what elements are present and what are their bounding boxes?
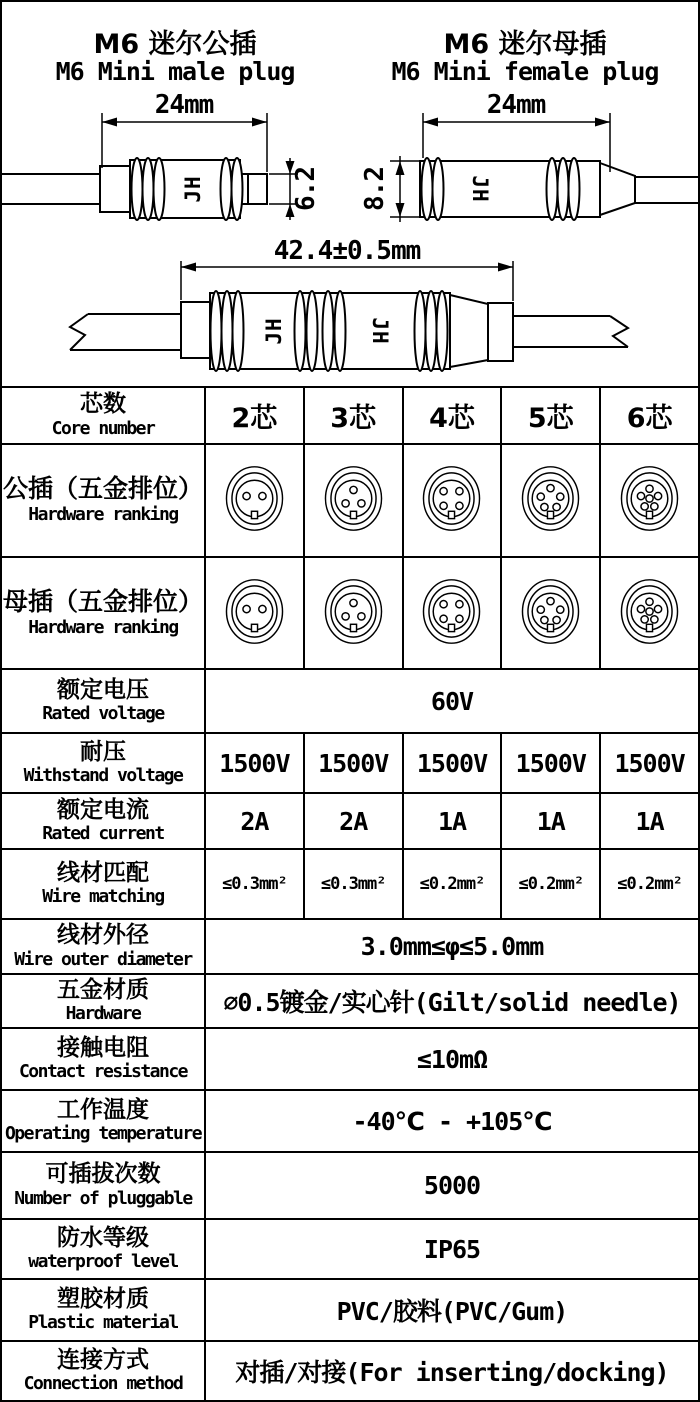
row-label-en: Connection method [23,1373,183,1395]
row-label-cn: 公插（五金排位） [2,474,203,504]
table-row-core-number [1,387,699,444]
female-width-dimension: 24mm [486,90,546,120]
col-header-2core: 2芯 [205,387,304,444]
female-connector-face-3pin [323,578,384,645]
technical-drawings [0,0,700,390]
male-height-dimension: 6.2 [291,167,321,211]
rated-current-value: 2A [205,793,304,849]
row-label-en: Hardware ranking [28,616,178,638]
col-header-4core: 4芯 [403,387,502,444]
row-label-cn: 塑胶材质 [57,1285,149,1312]
table-row-wire-matching [1,849,699,919]
row-label-en: Withstand voltage [23,765,183,787]
row-label-cn: 防水等级 [57,1224,149,1251]
row-label-cn: 额定电流 [57,796,149,823]
row-label-en: Hardware [65,1003,141,1025]
row-label-cn: 连接方式 [57,1346,149,1373]
row-label-cn: 额定电压 [57,676,149,703]
pluggable-times-value: 5000 [205,1152,699,1219]
table-row-hardware-material [1,974,699,1028]
table-row-plastic-material [1,1279,699,1341]
rated-current-value: 1A [600,793,699,849]
row-label-en: waterproof level [28,1251,178,1273]
row-label-en: Core number [51,417,155,439]
spec-table [0,386,700,1402]
row-label-cn: 接触电阻 [57,1034,149,1061]
male-plug-title-en: M6 Mini male plug [55,57,295,86]
rated-current-value: 1A [403,793,502,849]
rated-current-value: 2A [304,793,403,849]
female-connector-face-5pin [520,578,581,645]
female-height-dimension: 8.2 [360,167,390,211]
wire-matching-value: ≤0.3mm² [304,849,403,919]
male-connector-face-3pin [323,465,384,532]
plastic-material-value: PVC/胶料(PVC/Gum) [205,1279,699,1341]
table-row-pluggable-times [1,1152,699,1219]
table-row-withstand-voltage [1,733,699,793]
female-connector-face-2pin [224,578,285,645]
table-row-rated-current [1,793,699,849]
wire-matching-value: ≤0.2mm² [600,849,699,919]
male-connector-face-6pin [619,465,680,532]
table-row-wire-outer-diameter [1,919,699,974]
rated-current-value: 1A [501,793,600,849]
wire-matching-value: ≤0.2mm² [501,849,600,919]
withstand-voltage-value: 1500V [501,733,600,793]
table-row-contact-resistance [1,1028,699,1090]
row-label-cn: 母插（五金排位） [2,586,203,616]
row-label-en: Contact resistance [18,1061,188,1083]
col-header-5core: 5芯 [501,387,600,444]
withstand-voltage-value: 1500V [205,733,304,793]
female-body-brand-label: JH [468,175,492,203]
row-label-en: Wire outer diameter [14,948,192,970]
table-row-operating-temperature [1,1090,699,1152]
row-label-cn: 耐压 [80,738,126,765]
male-connector-face-2pin [224,465,285,532]
contact-resistance-value: ≤10mΩ [205,1028,699,1090]
row-label-en: Plastic material [28,1312,178,1334]
row-label-en: Wire matching [42,886,164,908]
connection-method-value: 对插/对接(For inserting/docking) [205,1341,699,1401]
operating-temperature-value: -40℃ - +105℃ [205,1090,699,1152]
mated-length-dimension: 42.4±0.5mm [273,236,421,266]
row-label-cn: 五金材质 [57,976,149,1003]
row-label-cn: 线材外径 [57,922,149,949]
row-label-en: Operating temperature [4,1123,202,1145]
row-label-cn: 芯数 [80,391,126,418]
row-label-cn: 线材匹配 [57,859,149,886]
table-row-male-ranking [1,444,699,557]
male-connector-face-4pin [421,465,482,532]
row-label-en: Rated current [42,823,164,845]
male-connector-face-5pin [520,465,581,532]
row-label-cn: 可插拔次数 [45,1161,161,1188]
mated-right-brand-label: JH [368,317,392,345]
table-row-connection-method [1,1341,699,1401]
table-row-waterproof-level [1,1219,699,1279]
withstand-voltage-value: 1500V [304,733,403,793]
mated-left-brand-label: JH [262,317,286,345]
row-label-en: Rated voltage [42,703,164,725]
male-body-brand-label: JH [181,175,205,203]
wire-matching-value: ≤0.2mm² [403,849,502,919]
table-row-female-ranking [1,557,699,669]
wire-matching-value: ≤0.3mm² [205,849,304,919]
col-header-3core: 3芯 [304,387,403,444]
table-row-rated-voltage [1,669,699,733]
rated-voltage-value: 60V [205,669,699,733]
female-connector-face-4pin [421,578,482,645]
female-plug-title-en: M6 Mini female plug [391,57,659,86]
row-label-cn: 工作温度 [57,1096,149,1123]
male-plug-title-cn: M6 迷尔公插 [93,29,257,60]
row-label-en: Number of pluggable [14,1187,192,1209]
male-width-dimension: 24mm [154,90,214,120]
hardware-material-value: ∅0.5镀金/实心针(Gilt/solid needle) [205,974,699,1028]
female-connector-face-6pin [619,578,680,645]
withstand-voltage-value: 1500V [403,733,502,793]
wire-outer-diameter-value: 3.0mm≤φ≤5.0mm [205,919,699,974]
female-plug-title-cn: M6 迷尔母插 [443,29,607,60]
withstand-voltage-value: 1500V [600,733,699,793]
waterproof-level-value: IP65 [205,1219,699,1279]
row-label-en: Hardware ranking [28,504,178,526]
col-header-6core: 6芯 [600,387,699,444]
